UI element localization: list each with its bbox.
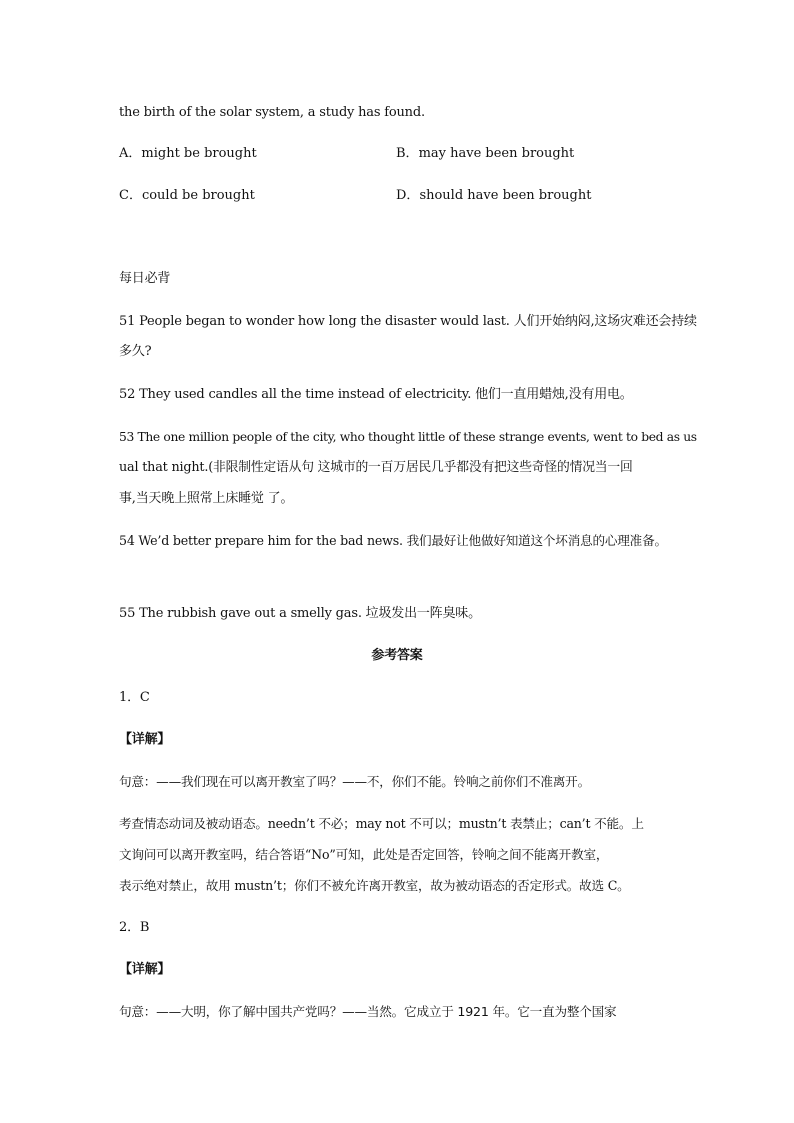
option-c — [119, 187, 255, 205]
answer-1-analysis-line-3: 表示绝对禁止，故用 mustn’t；你们不被允许离开教室，故为被动语态的否定形式。故选 C。 — [119, 878, 630, 893]
answer-1-sentence: 句意：——我们现在可以离开教室了吗？——不，你们不能。铃响之前你们不准离开。 — [119, 774, 590, 789]
answer-1-analysis-line-1: 考查情态动词及被动语态。needn’t 不必；may not 不可以；mustn’t 表禁止；can’t 不能。上 — [119, 816, 644, 831]
daily-item-51-line-1: 51 People began to wonder how long the disaster would last. 人们开始纳闷,这场灾难还会持续 — [119, 314, 697, 329]
daily-item-54: 54 We’d better prepare him for the bad news. 我们最好让他做好知道这个坏消息的心理准备。 — [119, 533, 667, 548]
option-a-letter: A． — [119, 146, 142, 161]
option-d — [396, 187, 591, 205]
answer-1-number: 1．C — [119, 690, 150, 705]
daily-heading: 每日必背 — [119, 271, 171, 286]
daily-item-53-line-2: ual that night.(非限制性定语从句 这城市的一百万居民几乎都没有把这些奇怪的情况当一回 — [119, 460, 633, 475]
option-d-letter: D． — [396, 188, 420, 203]
option-b-text: may have been brought — [418, 146, 575, 161]
option-d-text: should have been brought — [419, 188, 592, 203]
option-c-letter: C． — [119, 188, 142, 203]
daily-item-52: 52 They used candles all the time instead of electricity. 他们一直用蜡烛,没有用电。 — [119, 387, 633, 402]
answer-2-detail-label: 【详解】 — [119, 962, 171, 977]
option-a-text: might be brought — [141, 146, 257, 161]
question-text: the birth of the solar system, a study has found. — [119, 105, 425, 120]
option-b — [396, 145, 574, 163]
option-c-text: could be brought — [141, 188, 255, 203]
daily-item-53-line-3: 事,当天晚上照常上床睡觉 了。 — [119, 491, 294, 506]
answer-1-analysis-line-2: 文询问可以离开教室吗，结合答语“No”可知，此处是否定回答，铃响之间不能离开教室， — [119, 847, 609, 862]
answers-heading: 参考答案 — [371, 648, 423, 663]
daily-item-51-line-2: 多久? — [119, 344, 152, 359]
daily-item-55: 55 The rubbish gave out a smelly gas. 垃圾发出一阵臭味。 — [119, 606, 481, 621]
answer-1-detail-label: 【详解】 — [119, 732, 171, 747]
option-b-letter: B． — [396, 146, 419, 161]
answer-2-sentence: 句意：——大明，你了解中国共产党吗？——当然。它成立于 1921 年。它一直为整个国家 — [119, 1004, 617, 1019]
answer-2-number: 2．B — [119, 920, 150, 935]
option-a — [119, 145, 257, 163]
daily-item-53-line-1: 53 The one million people of the city, who thought little of these strange events, went to bed as us — [119, 430, 697, 444]
